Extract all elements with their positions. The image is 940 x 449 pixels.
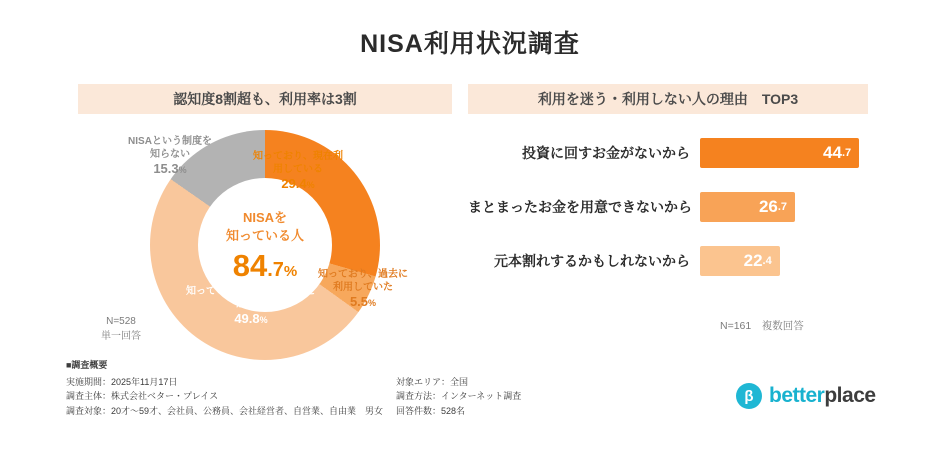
donut-segment-label-past: 知っており、過去に利用していた 5.5% <box>318 269 408 309</box>
right-panel-heading: 利用を迷う・利用しない人の理由 TOP3 <box>468 84 868 114</box>
bar-label: 投資に回すお金がないから <box>522 145 690 161</box>
logo-text: betterplace <box>769 384 876 407</box>
donut-center-value: 84.7% <box>232 248 298 284</box>
bar-chart <box>468 138 878 300</box>
bar-fill: 22 .4 <box>700 246 780 276</box>
bar-track <box>700 138 878 168</box>
survey-overview <box>66 358 626 418</box>
bar-track <box>700 246 878 276</box>
page-title: NISA利用状況調査 <box>360 30 580 58</box>
survey-overview-column-right: 対象エリア：全国 調査方法：インターネット調査 回答件数：528名 <box>396 376 522 416</box>
donut-segment-label-unknown: NISAという制度を知らない 15.3% <box>128 136 212 176</box>
bar-label: まとまったお金を用意できないから <box>468 199 692 215</box>
left-panel-heading: 認知度8割超も、利用率は3割 <box>78 84 452 114</box>
bar-row <box>468 246 878 276</box>
donut-segment-value-current: 29.4% <box>281 176 315 191</box>
donut-center-line1: NISAを <box>242 209 288 225</box>
donut-segment-label-never: 知っているが、利用したことがない 49.8% <box>186 286 316 326</box>
survey-overview-heading: ■調査概要 <box>66 360 108 370</box>
betterplace-logo <box>736 383 876 409</box>
donut-segment-value-past: 5.5% <box>349 294 377 309</box>
bar-fill: 44 .7 <box>700 138 859 168</box>
donut-segment-label-current: 知っており、現在利用している 29.4% <box>250 150 346 193</box>
donut-center-line2: 知っている人 <box>225 227 304 243</box>
donut-segment-value-never: 49.8% <box>234 311 268 326</box>
bar-sample-note: N=161 複数回答 <box>720 320 804 332</box>
bar-track <box>700 192 878 222</box>
bar-row <box>468 138 878 168</box>
survey-overview-column-left: 実施期間：2025年11月17日 調査主体：株式会社ベター・プレイス 調査対象：20才〜59才、会社員、公務員、会社経営者、自営業、自由業 男女 <box>66 376 384 416</box>
bar-fill: 26 .7 <box>700 192 795 222</box>
donut-sample-note: N=528 単一回答 <box>101 316 141 342</box>
donut-segment-value-unknown: 15.3% <box>153 161 187 176</box>
bar-label: 元本割れするかもしれないから <box>494 253 690 269</box>
logo-mark-icon: β <box>736 383 762 409</box>
bar-row <box>468 192 878 222</box>
